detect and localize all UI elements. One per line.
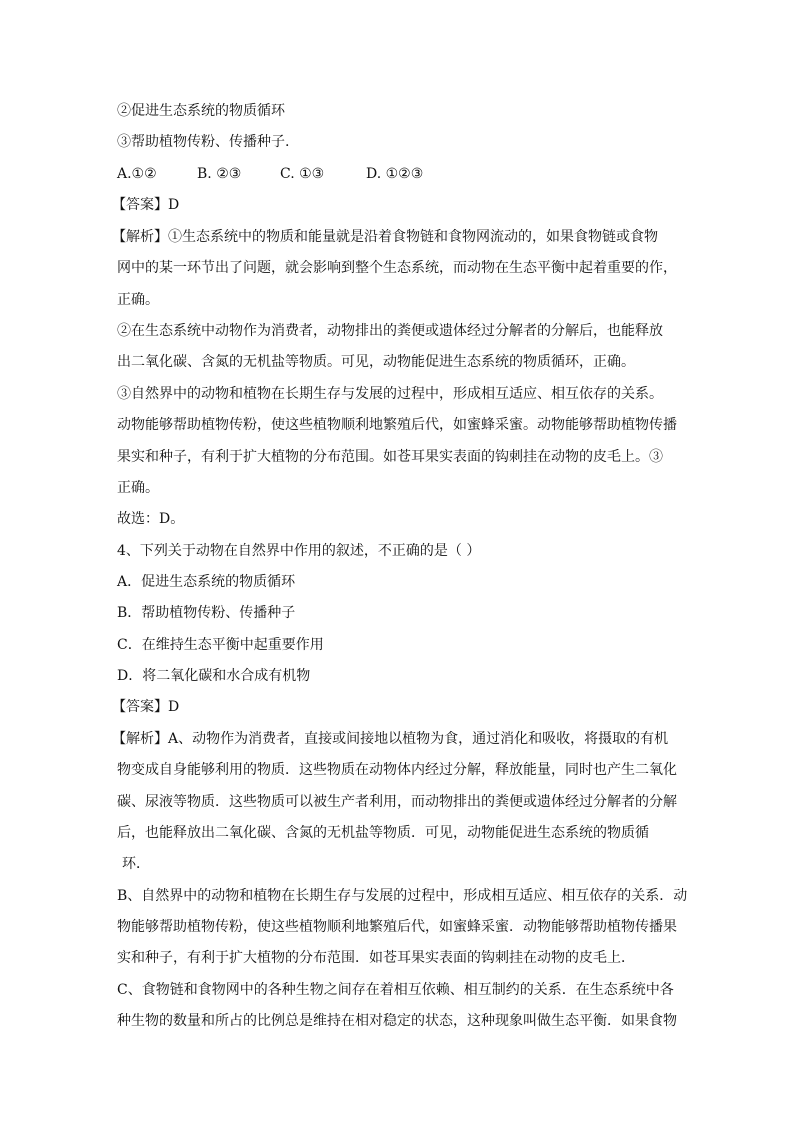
q3-analysis-line: 正确。	[117, 480, 159, 496]
q3-option-a: A.①②	[117, 166, 157, 182]
q4-analysis-line: 物能够帮助植物传粉，使这些植物顺利地繁殖后代，如蜜蜂采蜜．动物能够帮助植物传播果	[117, 919, 677, 935]
q3-analysis-line: ②在生态系统中动物作为消费者，动物排出的粪便或遗体经过分解者的分解后，也能释放	[117, 323, 663, 339]
q3-option-d: D. ①②③	[366, 166, 424, 182]
q3-analysis-line: 出二氧化碳、含氮的无机盐等物质。可见，动物能促进生态系统的物质循环，正确。	[117, 354, 635, 370]
q4-option-b: B．帮助植物传粉、传播种子	[117, 605, 296, 621]
q3-answer-tag: 【答案】	[112, 197, 168, 213]
q4-answer-tag: 【答案】	[112, 699, 168, 715]
q3-analysis-line: ③自然界中的动物和植物在长期生存与发展的过程中，形成相互适应、相互依存的关系。	[117, 386, 663, 402]
q3-answer-value: D	[168, 197, 180, 213]
q4-option-d: D．将二氧化碳和水合成有机物	[117, 668, 311, 684]
q3-answer	[112, 195, 179, 215]
q4-option-c: C．在维持生态平衡中起重要作用	[117, 637, 324, 653]
q4-analysis-line: C、食物链和食物网中的各种生物之间存在着相互依赖、相互制约的关系．在生态系统中各	[117, 982, 674, 998]
q4-analysis-line: 碳、尿液等物质．这些物质可以被生产者利用，而动物排出的粪便或遗体经过分解者的分解	[117, 794, 677, 810]
q3-analysis-line	[112, 227, 658, 247]
q3-analysis-tag: 【解析】	[112, 229, 168, 245]
q3-analysis-line: 正确。	[117, 292, 159, 308]
q3-analysis-text: ①生态系统中的物质和能量就是沿着食物链和食物网流动的，如果食物链或食物	[168, 229, 658, 245]
q3-analysis-line: 果实和种子，有利于扩大植物的分布范围。如苍耳果实表面的钩刺挂在动物的皮毛上。③	[117, 449, 663, 465]
q4-analysis-line: 后，也能释放出二氧化碳、含氮的无机盐等物质．可见，动物能促进生态系统的物质循	[117, 825, 649, 841]
q4-answer-value: D	[168, 699, 180, 715]
q4-option-a: A．促进生态系统的物质循环	[117, 574, 296, 590]
q4-analysis-text: A、动物作为消费者，直接或间接地以植物为食，通过消化和吸收，将摄取的有机	[168, 731, 669, 747]
q3-analysis-line: 动物能够帮助植物传粉，使这些植物顺利地繁殖后代，如蜜蜂采蜜。动物能够帮助植物传播	[117, 417, 677, 433]
q4-analysis-line: 实和种子，有利于扩大植物的分布范围．如苍耳果实表面的钩刺挂在动物的皮毛上．	[117, 950, 635, 966]
q3-analysis-line: 网中的某一环节出了问题，就会影响到整个生态系统，而动物在生态平衡中起着重要的作，	[117, 260, 677, 276]
q4-analysis-line: 物变成自身能够利用的物质．这些物质在动物体内经过分解，释放能量，同时也产生二氧化	[117, 762, 677, 778]
q4-question: 4、下列关于动物在自然界中作用的叙述，不正确的是（ ）	[117, 543, 481, 559]
q4-analysis-line: 种生物的数量和所占的比例总是维持在相对稳定的状态，这种现象叫做生态平衡．如果食物	[117, 1013, 677, 1029]
q3-option-c: C. ①③	[280, 166, 325, 182]
q4-analysis-line: B、自然界中的动物和植物在长期生存与发展的过程中，形成相互适应、相互依存的关系．动	[117, 888, 688, 904]
q3-options-row	[117, 164, 423, 184]
q4-analysis-line: 环．	[122, 856, 150, 872]
q4-analysis-line	[112, 729, 668, 749]
q3-item-3: ③帮助植物传粉、传播种子.	[117, 134, 290, 150]
q4-analysis-tag: 【解析】	[112, 731, 168, 747]
q3-final-choice: 故选：D。	[117, 511, 185, 527]
q4-answer	[112, 697, 179, 717]
q3-item-2: ②促进生态系统的物质循环	[117, 103, 285, 119]
q3-option-b: B. ②③	[197, 166, 242, 182]
